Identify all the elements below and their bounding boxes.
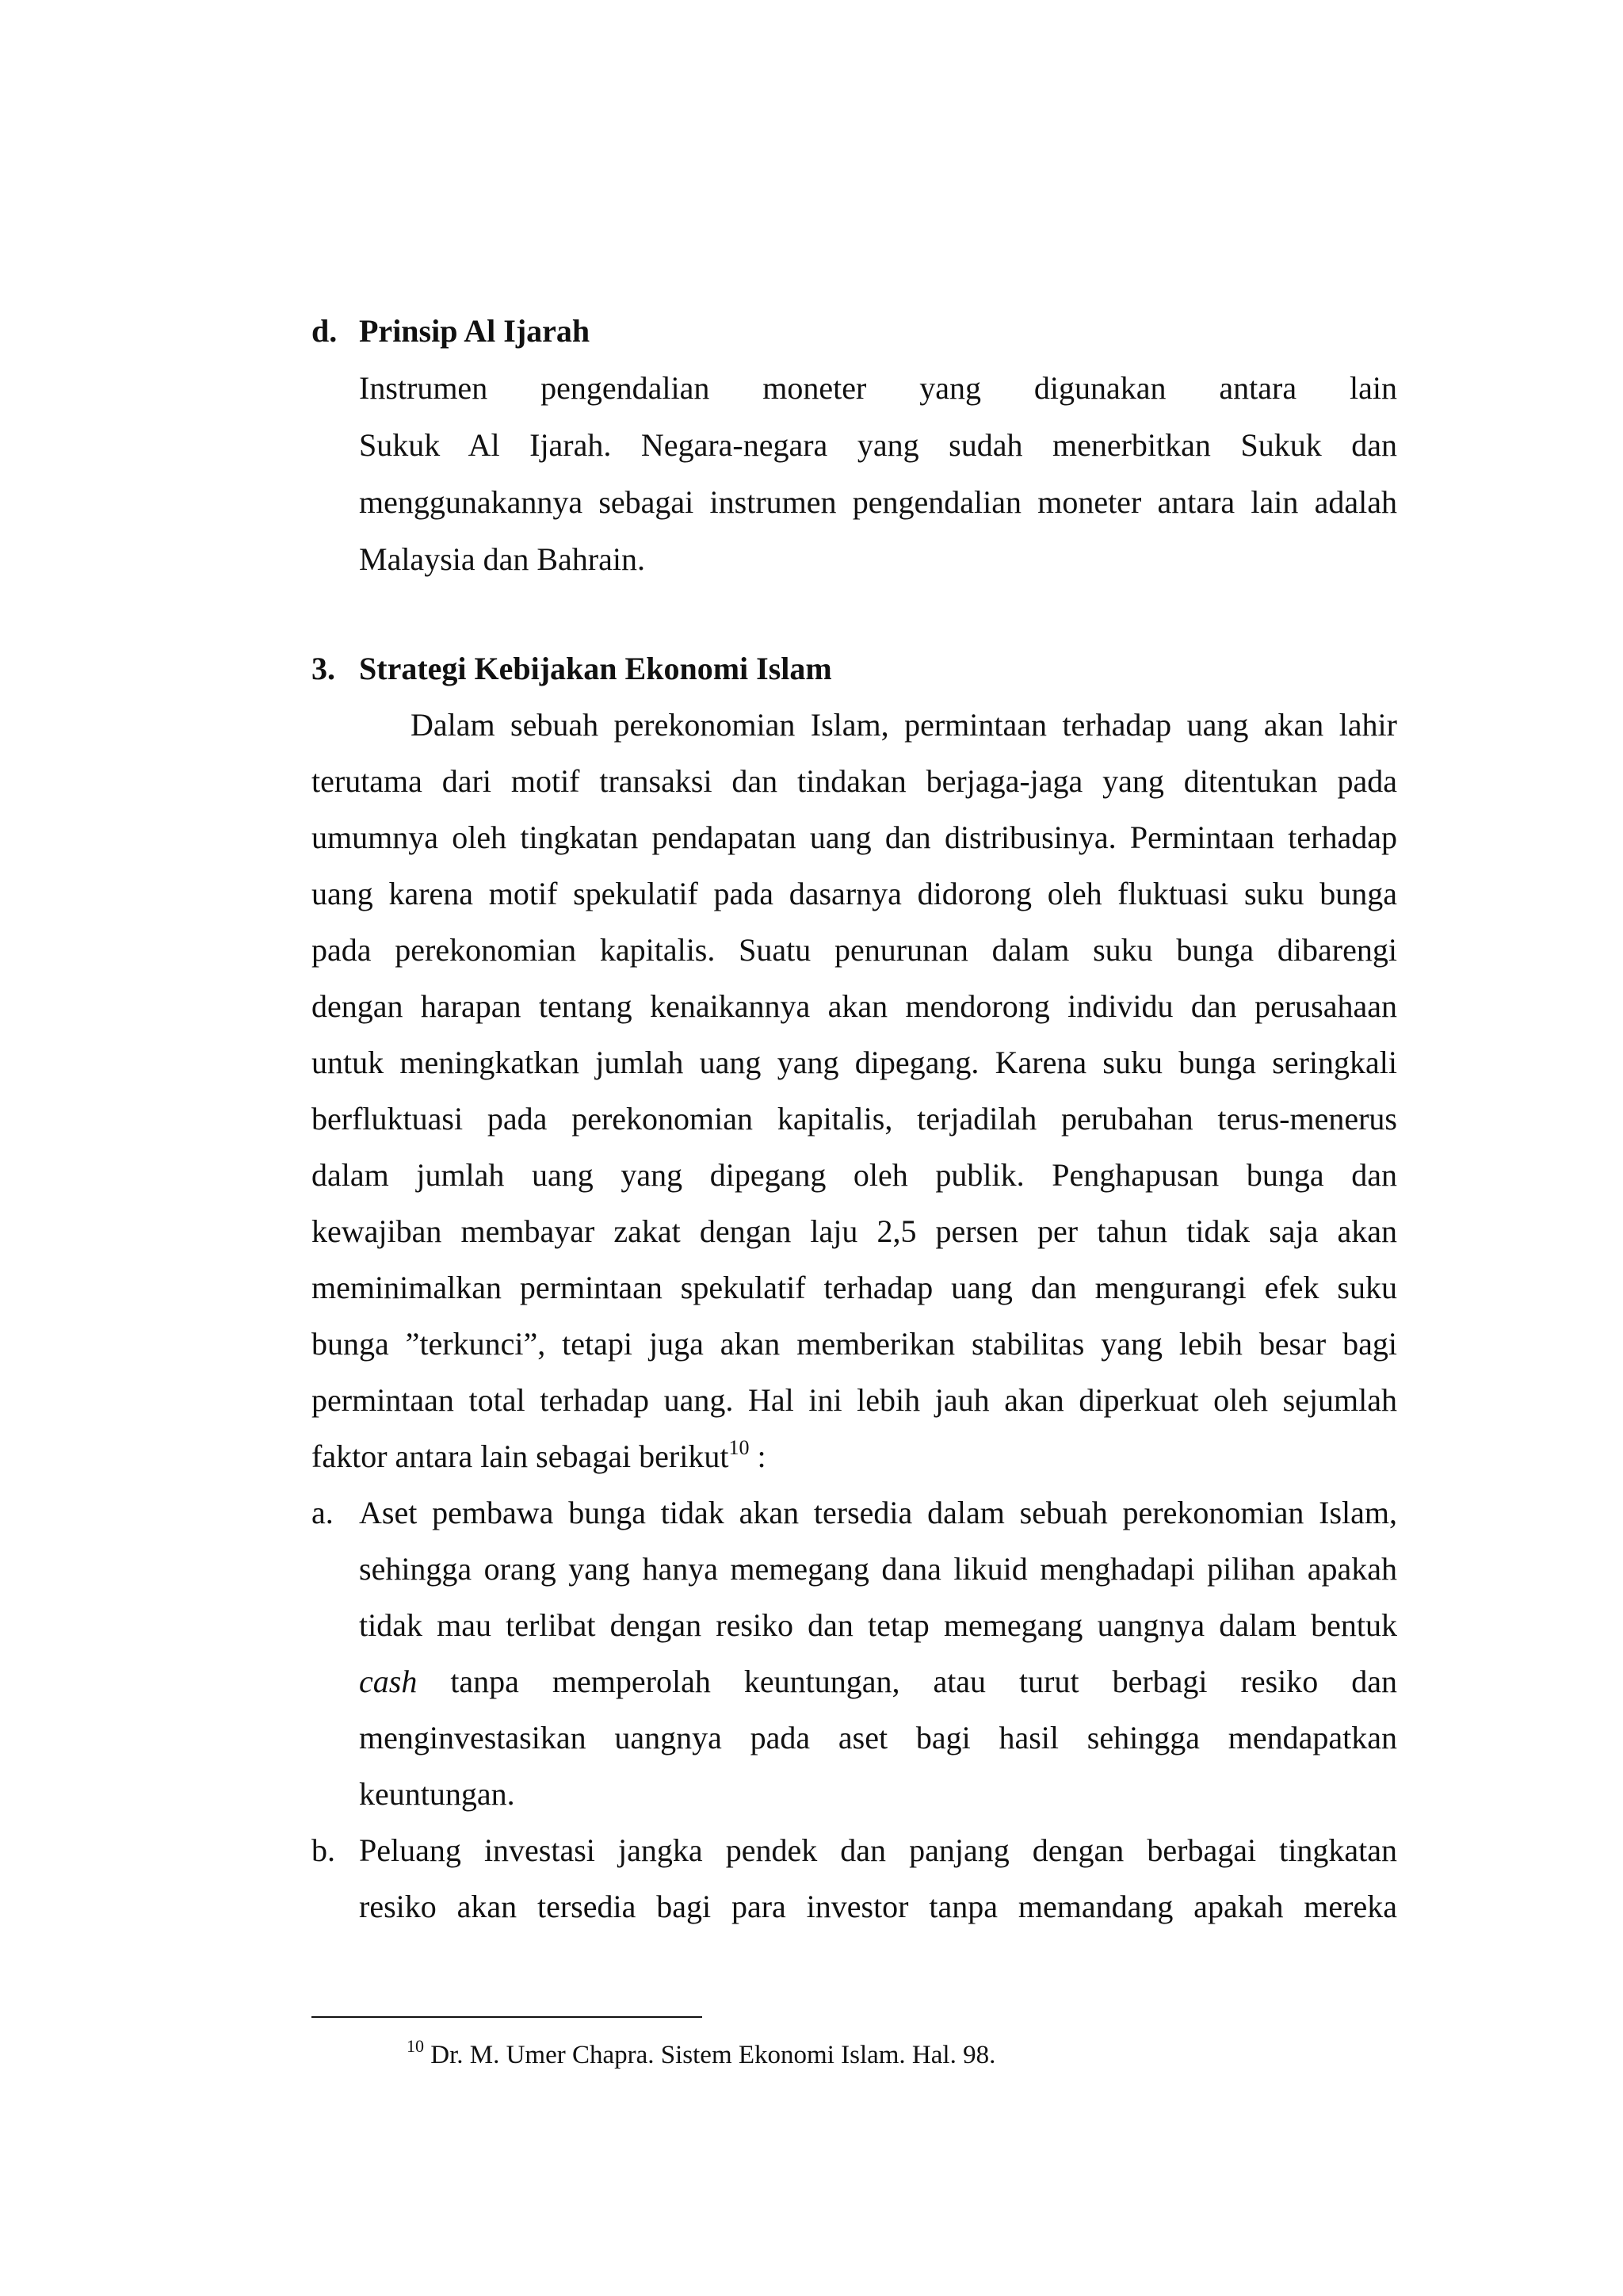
list-item-line: keuntungan. [359,1776,515,1812]
paragraph-line: dalam jumlah uang yang dipegang oleh publik. Penghapusan bunga dan [311,1157,1397,1193]
paragraph-line: berfluktuasi pada perekonomian kapitalis, terjadilah perubahan terus-menerus [311,1101,1397,1137]
italic-term: cash [359,1664,418,1699]
paragraph-line: Instrumen pengendalian moneter yang digunakan antara lain [359,370,1397,406]
paragraph-line: Malaysia dan Bahrain. [359,541,645,577]
footnote-text: Dr. M. Umer Chapra. Sistem Ekonomi Islam. Hal. 98. [424,2041,996,2069]
list-item-text: tanpa memperolah keuntungan, atau turut berbagi resiko dan [417,1664,1397,1699]
list-item-line: menginvestasikan uangnya pada aset bagi hasil sehingga mendapatkan [359,1720,1397,1755]
paragraph-text: faktor antara lain sebagai berikut [311,1438,729,1474]
section-3-marker: 3. [311,651,335,686]
list-item-line: sehingga orang yang hanya memegang dana likuid menghadapi pilihan apakah [359,1551,1397,1587]
section-d-marker: d. [311,313,338,349]
paragraph-line: bunga ”terkunci”, tetapi juga akan memberikan stabilitas yang lebih besar bagi [311,1326,1397,1362]
list-item-line: tidak mau terlibat dengan resiko dan tetap memegang uangnya dalam bentuk [359,1607,1397,1643]
paragraph-line: umumnya oleh tingkatan pendapatan uang dan distribusinya. Permintaan terhadap [311,819,1397,855]
paragraph-line: Sukuk Al Ijarah. Negara-negara yang sudah menerbitkan Sukuk dan [359,427,1397,463]
paragraph-text: : [749,1438,766,1474]
paragraph-line: untuk meningkatkan jumlah uang yang dipegang. Karena suku bunga seringkali [311,1045,1397,1080]
list-item-line: Peluang investasi jangka pendek dan panjang dengan berbagai tingkatan [359,1832,1397,1868]
paragraph-line: meminimalkan permintaan spekulatif terhadap uang dan mengurangi efek suku [311,1270,1397,1305]
paragraph-line: dengan harapan tentang kenaikannya akan mendorong individu dan perusahaan [311,988,1397,1024]
section-3-title: Strategi Kebijakan Ekonomi Islam [359,651,832,686]
footnote-reference[interactable]: 10 [728,1436,750,1459]
list-item-line: Aset pembawa bunga tidak akan tersedia dalam sebuah perekonomian Islam, [359,1495,1397,1530]
paragraph-line: uang karena motif spekulatif pada dasarnya didorong oleh fluktuasi suku bunga [311,876,1397,911]
paragraph-line [311,1438,766,1476]
paragraph-line: Dalam sebuah perekonomian Islam, permintaan terhadap uang akan lahir [411,707,1397,743]
section-d-title: Prinsip Al Ijarah [359,313,590,349]
paragraph-line: menggunakannya sebagai instrumen pengendalian moneter antara lain adalah [359,484,1397,520]
footnote-number: 10 [407,2036,424,2056]
paragraph-line: permintaan total terhadap uang. Hal ini lebih jauh akan diperkuat oleh sejumlah [311,1382,1397,1418]
list-marker-a: a. [311,1495,334,1530]
footnote-divider [311,2016,702,2018]
list-item-line [359,1663,1397,1701]
list-marker-b: b. [311,1832,335,1868]
list-item-line: resiko akan tersedia bagi para investor tanpa memandang apakah mereka [359,1889,1397,1924]
footnote [407,2036,996,2071]
paragraph-line: kewajiban membayar zakat dengan laju 2,5 persen per tahun tidak saja akan [311,1213,1397,1249]
paragraph-line: terutama dari motif transaksi dan tindakan berjaga-jaga yang ditentukan pada [311,763,1397,799]
paragraph-line: pada perekonomian kapitalis. Suatu penurunan dalam suku bunga dibarengi [311,932,1397,968]
